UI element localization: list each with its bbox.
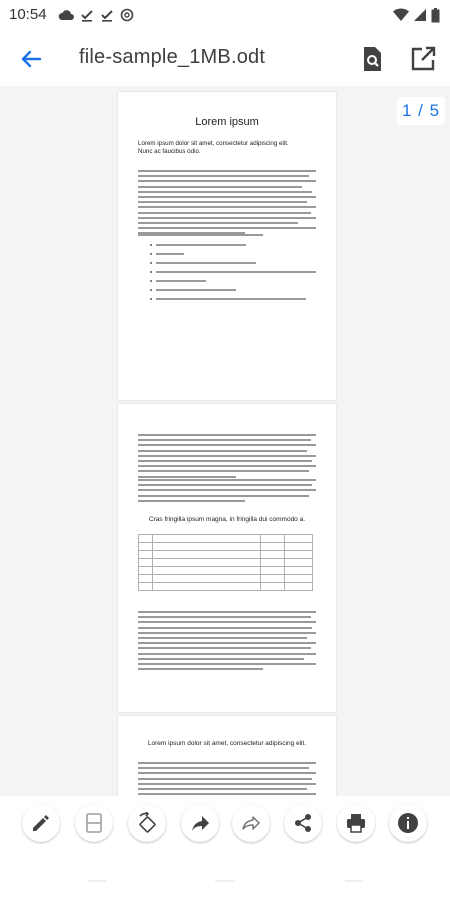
page3-paragraph bbox=[138, 762, 316, 796]
open-in-new-button[interactable] bbox=[408, 44, 438, 74]
compare-icon bbox=[83, 812, 105, 834]
status-time: 10:54 bbox=[9, 6, 47, 23]
print-icon bbox=[345, 812, 367, 834]
compare-button[interactable] bbox=[75, 804, 113, 842]
forward-icon bbox=[189, 812, 211, 834]
edit-button[interactable] bbox=[22, 804, 60, 842]
info-icon bbox=[396, 811, 420, 835]
document-page-3 bbox=[118, 716, 336, 796]
document-page-2 bbox=[118, 404, 336, 712]
rotate-button[interactable] bbox=[128, 804, 166, 842]
page2-heading: Cras fringilla ipsum magna, in fringilla dui commodo a. bbox=[148, 516, 306, 523]
nav-home-handle[interactable] bbox=[215, 880, 235, 882]
back-button[interactable] bbox=[16, 44, 46, 74]
status-notification-icons bbox=[58, 6, 134, 24]
wifi-icon bbox=[393, 8, 409, 22]
download-done-icon bbox=[80, 8, 94, 22]
page1-intro-line bbox=[138, 234, 316, 239]
page1-subheading-2: Nunc ac faucibus odio. bbox=[138, 148, 201, 155]
at-sign-icon bbox=[120, 8, 134, 22]
signal-icon bbox=[413, 8, 427, 22]
page1-subheading-1: Lorem ipsum dolor sit amet, consectetur adipiscing elit. bbox=[138, 140, 289, 147]
forward-outline-icon bbox=[240, 812, 262, 834]
file-title: file-sample_1MB.odt bbox=[79, 46, 266, 68]
system-nav-bar bbox=[0, 852, 450, 900]
forward-outline-button[interactable] bbox=[232, 804, 270, 842]
forward-button[interactable] bbox=[181, 804, 219, 842]
info-button[interactable] bbox=[389, 804, 427, 842]
edit-icon bbox=[30, 812, 52, 834]
share-button[interactable] bbox=[284, 804, 322, 842]
bottom-toolbar bbox=[0, 796, 450, 852]
status-system-icons bbox=[393, 6, 440, 24]
open-in-new-icon bbox=[408, 44, 438, 74]
print-button[interactable] bbox=[337, 804, 375, 842]
page1-paragraph bbox=[138, 170, 316, 237]
status-bar bbox=[0, 0, 450, 30]
cloud-icon bbox=[58, 9, 74, 21]
find-in-page-button[interactable] bbox=[357, 44, 387, 74]
nav-recents-handle[interactable] bbox=[345, 880, 363, 882]
find-in-page-icon bbox=[357, 44, 387, 74]
battery-icon bbox=[431, 8, 440, 23]
page2-paragraph-3 bbox=[138, 611, 316, 673]
page1-heading: Lorem ipsum bbox=[195, 116, 259, 128]
page2-paragraph-1 bbox=[138, 434, 316, 481]
page-indicator: 1 / 5 bbox=[397, 97, 445, 125]
rotate-icon bbox=[136, 812, 158, 834]
document-page-1 bbox=[118, 92, 336, 400]
page2-table bbox=[138, 534, 313, 591]
download-done-icon-2 bbox=[100, 8, 114, 22]
page1-bullet-list bbox=[150, 242, 320, 305]
page3-heading: Lorem ipsum dolor sit amet, consectetur adipiscing elit. bbox=[147, 740, 307, 747]
page2-paragraph-2 bbox=[138, 479, 316, 505]
app-bar bbox=[0, 30, 450, 86]
arrow-back-icon bbox=[16, 44, 46, 74]
share-icon bbox=[292, 812, 314, 834]
nav-back-handle[interactable] bbox=[88, 880, 106, 882]
document-viewer[interactable] bbox=[0, 86, 450, 796]
